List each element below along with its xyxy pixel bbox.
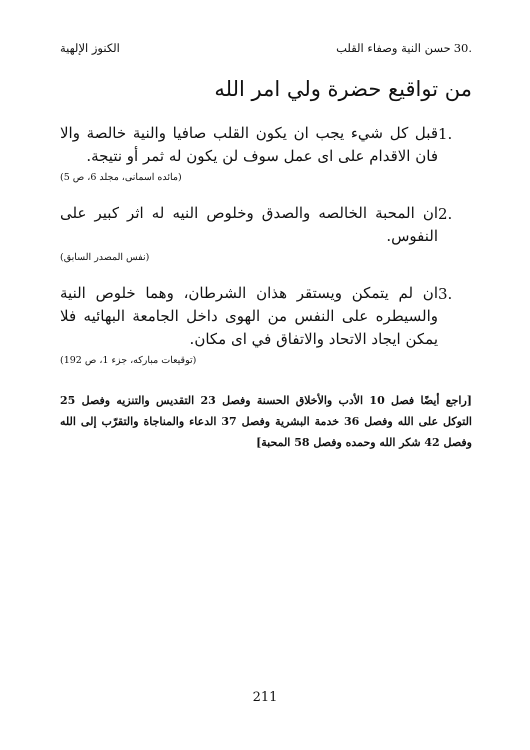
section-title: من تواقيع حضرة ولي امر الله bbox=[214, 77, 472, 101]
book-title: الكنوز الإلهية bbox=[60, 41, 120, 55]
item-source: (مائده اسمانى، مجلد 6، ص 5) bbox=[60, 172, 182, 183]
chapter-title: حسن النية وصفاء القلب bbox=[336, 41, 451, 55]
quotation-list bbox=[60, 122, 472, 385]
item-number: 1. bbox=[438, 125, 453, 143]
item-number: 2. bbox=[438, 205, 453, 223]
item-source: (توقيعات مباركه، جزء 1، ص 192) bbox=[60, 355, 197, 366]
chapter-number: 30. bbox=[453, 41, 472, 55]
list-item bbox=[60, 282, 472, 368]
item-text: قبل كل شيء يجب ان يكون القلب صافيا والنية خالصة والا فان الاقدام على اى عمل سوف لن يكون له ثمر أو نتيجة. bbox=[60, 124, 438, 165]
item-number: 3. bbox=[438, 285, 453, 303]
item-source: (نفس المصدر السابق) bbox=[60, 252, 150, 263]
page-number: 211 bbox=[252, 690, 278, 705]
item-text: ان المحبة الخالصه والصدق وخلوص النيه له اثر كبير على النفوس. bbox=[60, 204, 438, 245]
item-text: ان لم يتمكن ويستقر هذان الشرطان، وهما خلوص النية والسيطره على النفس من الهوى داخل الجامعة البهائيه فلا يمكن ايجاد الاتحاد والاتفاق في اى مكان. bbox=[60, 284, 438, 348]
list-item bbox=[60, 202, 472, 265]
cross-reference-note: [راجع أيضًا فصل 10 الأدب والأخلاق الحسنة وفصل 23 التقديس والتنزيه وفصل 25 التوكل على الله وفصل 36 خدمة البشرية وفصل 37 الدعاء والمناجاة والتقرّب إلى الله وفصل 42 شكر الله وحمده وفصل 58 المحبة] bbox=[60, 394, 473, 449]
chapter-heading bbox=[336, 40, 472, 56]
list-item bbox=[60, 122, 472, 185]
running-header bbox=[60, 40, 472, 56]
